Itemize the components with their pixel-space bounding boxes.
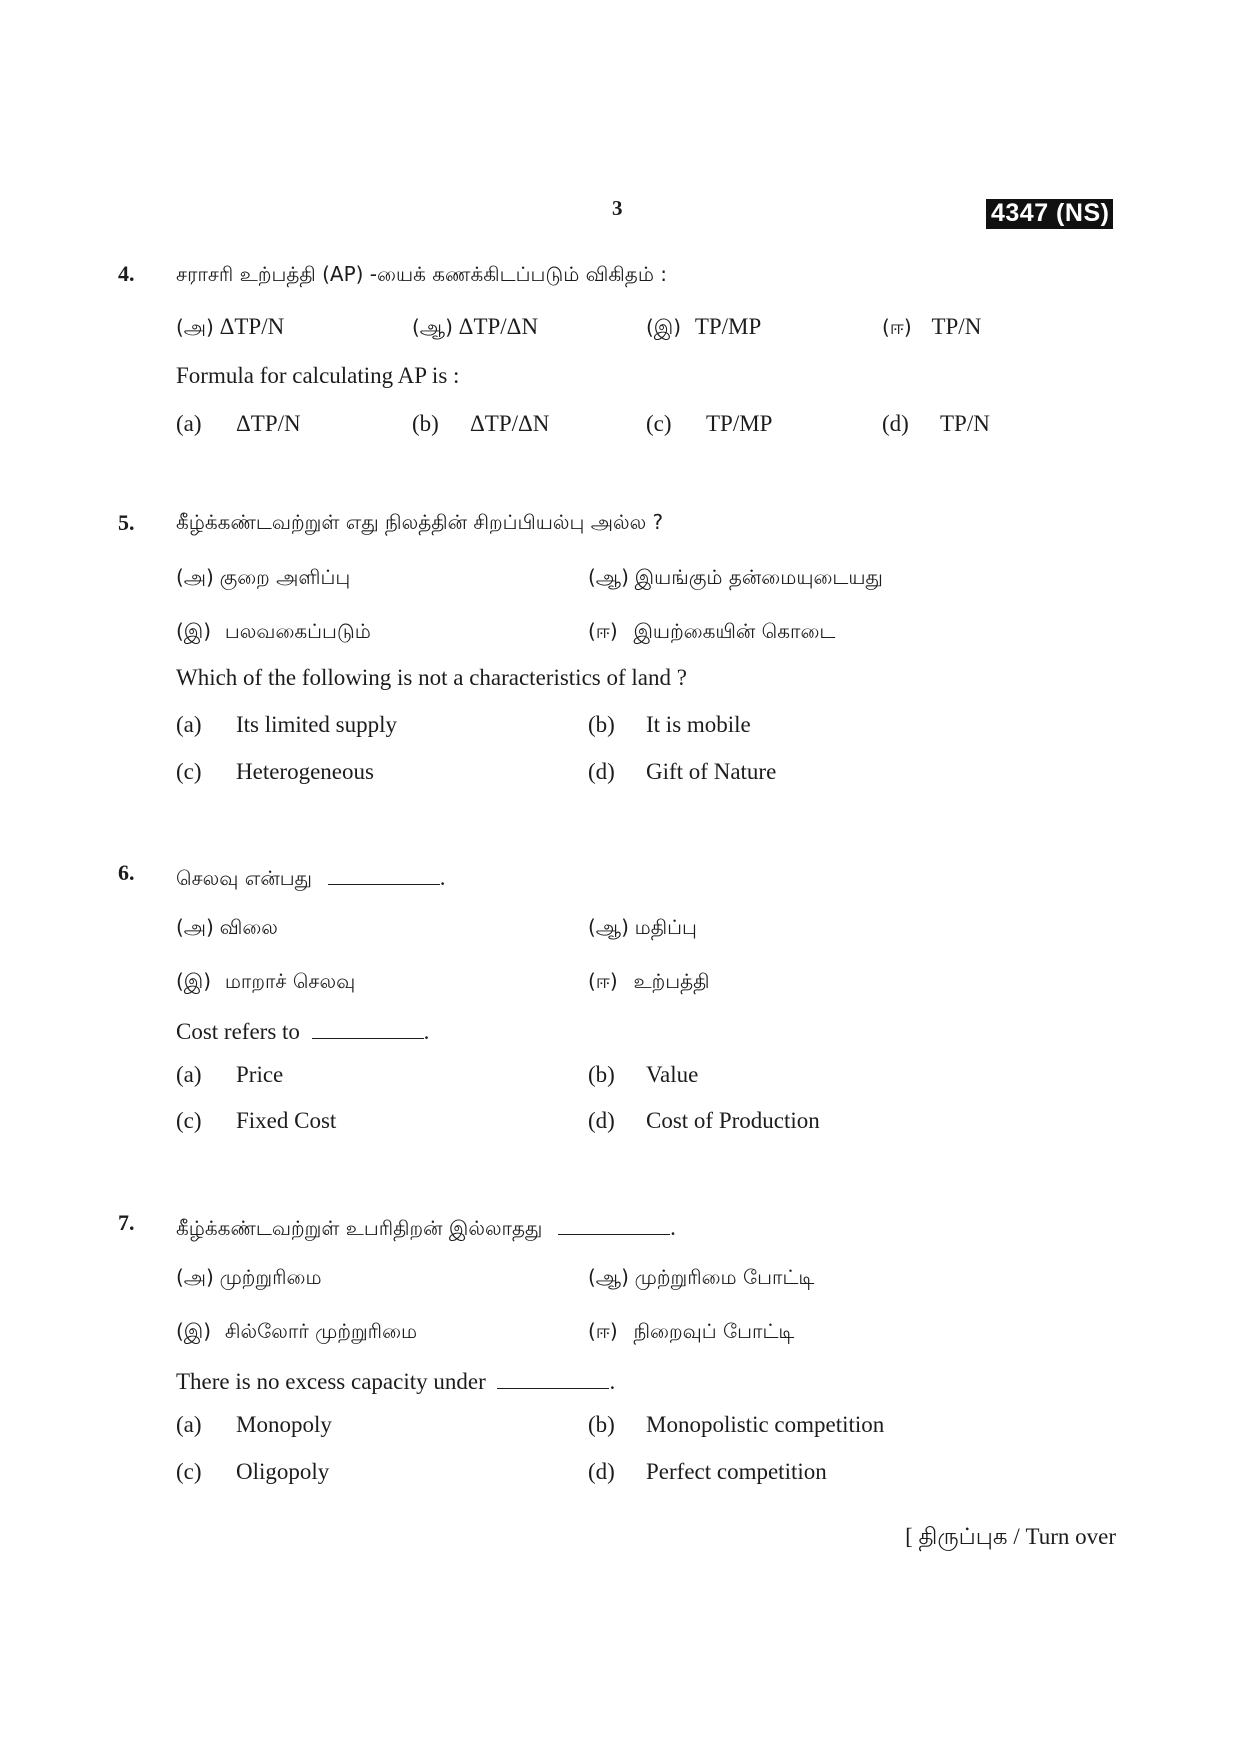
- question-6-tamil-option-b: (ஆ) மதிப்பு: [588, 915, 697, 939]
- question-7-tamil-stem: கீழ்க்கண்டவற்றுள் உபரிதிறன் இல்லாதது .: [176, 1212, 676, 1239]
- question-7-option-b-text: Monopolistic competition: [646, 1412, 885, 1437]
- question-4-option-c-text: TP/MP: [706, 411, 773, 436]
- question-6-option-c-text: Fixed Cost: [236, 1108, 337, 1133]
- question-5-option-b-text: It is mobile: [646, 712, 751, 737]
- question-5-option-b-label: (b): [588, 712, 615, 737]
- question-5-tamil-option-c: (இ) பலவகைப்படும்: [176, 619, 371, 643]
- question-5-number: 5.: [118, 510, 135, 535]
- question-5-tamil-stem: கீழ்க்கண்டவற்றுள் எது நிலத்தின் சிறப்பியல்பு அல்ல ?: [176, 510, 664, 534]
- turn-over-note: [ திருப்புக / Turn over: [905, 1524, 1116, 1549]
- question-7-tamil-option-b: (ஆ) முற்றுரிமை போட்டி: [588, 1265, 815, 1289]
- question-4-tamil-option-d: (ஈ) TP/N: [882, 314, 982, 339]
- question-7-option-a-text: Monopoly: [236, 1412, 332, 1437]
- question-6-option-b-label: (b): [588, 1062, 615, 1087]
- question-6-tamil-option-a: (அ) விலை: [176, 915, 278, 939]
- question-4-option-a-label: (a): [176, 411, 202, 436]
- question-4-number: 4.: [118, 261, 135, 286]
- question-6-option-d-label: (d): [588, 1108, 615, 1133]
- question-4-tamil-stem: [176, 262, 667, 285]
- question-7-tamil-option-c: (இ) சில்லோர் முற்றுரிமை: [176, 1319, 418, 1343]
- question-5-tamil-option-a: (அ) குறை அளிப்பு: [176, 565, 351, 589]
- question-6-option-d-text: Cost of Production: [646, 1108, 820, 1133]
- question-7-tamil-option-d: (ஈ) நிறைவுப் போட்டி: [588, 1319, 795, 1343]
- question-6-option-a-text: Price: [236, 1062, 284, 1087]
- answer-blank: [497, 1366, 609, 1389]
- question-4-option-d-label: (d): [882, 411, 909, 436]
- question-5-tamil-option-b: (ஆ) இயங்கும் தன்மையுடையது: [588, 565, 883, 589]
- paper-code-badge: 4347 (NS): [986, 199, 1113, 229]
- question-6-tamil-stem: செலவு என்பது .: [176, 862, 445, 889]
- question-4-english-stem: Formula for calculating AP is :: [176, 363, 460, 388]
- question-7-option-a-label: (a): [176, 1412, 202, 1437]
- question-6-number: 6.: [118, 860, 135, 885]
- question-7-english-stem: There is no excess capacity under .: [176, 1366, 615, 1393]
- question-6-tamil-option-d: (ஈ) உற்பத்தி: [588, 969, 710, 993]
- question-7-option-b-label: (b): [588, 1412, 615, 1437]
- question-4-option-c-label: (c): [646, 411, 672, 436]
- question-5-option-a-label: (a): [176, 712, 202, 737]
- question-5-option-d-label: (d): [588, 759, 615, 784]
- question-4-tamil-option-b: (ஆ) ΔTP/ΔN: [412, 314, 539, 339]
- answer-blank: [328, 862, 440, 885]
- question-4-tamil-option-a: (அ) ΔTP/N: [176, 314, 285, 339]
- question-7-option-c-text: Oligopoly: [236, 1459, 330, 1484]
- question-7-number: 7.: [118, 1210, 135, 1235]
- question-4-option-b-label: (b): [412, 411, 439, 436]
- question-7-option-c-label: (c): [176, 1459, 202, 1484]
- question-5-option-d-text: Gift of Nature: [646, 759, 777, 784]
- question-7-option-d-label: (d): [588, 1459, 615, 1484]
- question-6-tamil-option-c: (இ) மாறாச் செலவு: [176, 969, 356, 993]
- question-6-option-b-text: Value: [646, 1062, 699, 1087]
- question-4-option-d-text: TP/N: [940, 411, 990, 436]
- question-6-option-a-label: (a): [176, 1062, 202, 1087]
- question-5-option-c-label: (c): [176, 759, 202, 784]
- question-7-option-d-text: Perfect competition: [646, 1459, 827, 1484]
- answer-blank: [558, 1212, 670, 1235]
- question-5-option-a-text: Its limited supply: [236, 712, 397, 737]
- question-7-tamil-option-a: (அ) முற்றுரிமை: [176, 1265, 322, 1289]
- answer-blank: [312, 1016, 424, 1039]
- question-4-tamil-stem-text: சராசரி உற்பத்தி (AP) -யைக் கணக்கிடப்படும் விகிதம் :: [176, 262, 668, 286]
- question-5-english-stem: Which of the following is not a characteristics of land ?: [176, 665, 687, 690]
- question-4-option-a-text: ΔTP/N: [236, 411, 301, 436]
- question-4-tamil-option-c: (இ) TP/MP: [646, 314, 762, 339]
- question-5-option-c-text: Heterogeneous: [236, 759, 374, 784]
- question-4-option-b-text: ΔTP/ΔN: [470, 411, 550, 436]
- question-5-tamil-option-d: (ஈ) இயற்கையின் கொடை: [588, 619, 836, 643]
- page-number: 3: [612, 196, 623, 220]
- question-6-option-c-label: (c): [176, 1108, 202, 1133]
- question-6-english-stem: Cost refers to .: [176, 1016, 429, 1043]
